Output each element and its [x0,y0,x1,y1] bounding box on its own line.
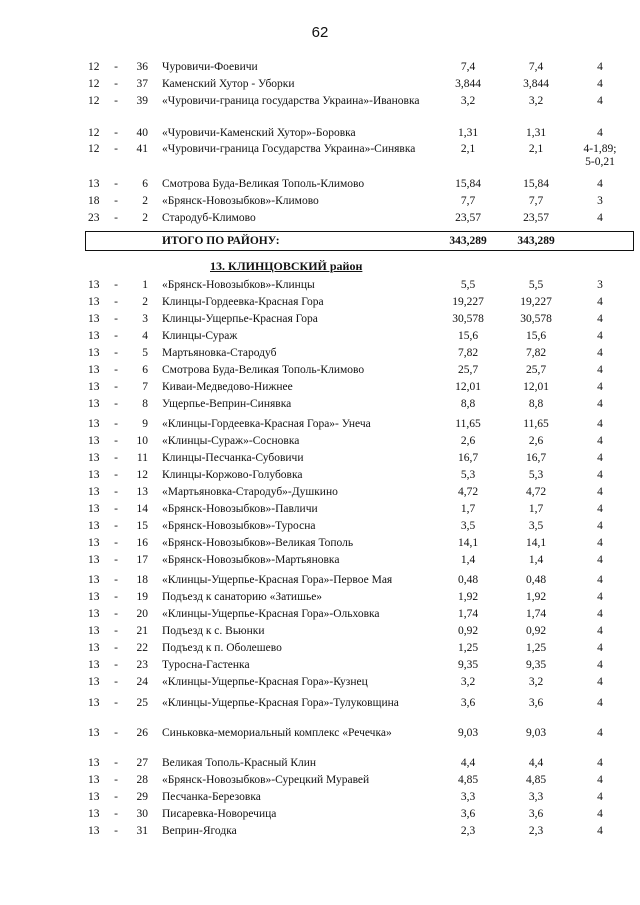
road-code-number: 14 [136,503,148,515]
road-category: 4 [597,808,603,820]
road-code-prefix: 13 [88,791,100,803]
road-code-number: 2 [142,212,148,224]
road-length-hard-surface: 3,3 [528,791,544,803]
road-code-dash: - [114,61,118,73]
road-code-prefix: 13 [88,486,100,498]
road-category: 4 [597,757,603,769]
road-category: 4 [597,520,603,532]
road-code-dash: - [114,95,118,107]
road-category: 4 [597,503,603,515]
road-name: «Клинцы-Ущерпье-Красная Гора»-Тулуковщина [162,697,399,709]
road-category: 4 [597,659,603,671]
road-length: 4,4 [460,757,476,769]
road-length: 8,8 [460,398,476,410]
road-code-dash: - [114,178,118,190]
road-code-prefix: 13 [88,642,100,654]
road-code-number: 3 [142,313,148,325]
road-code-dash: - [114,608,118,620]
road-name: Смотрова Буда-Великая Тополь-Климово [162,178,365,190]
road-code-dash: - [114,808,118,820]
road-code-number: 6 [142,364,148,376]
road-code-prefix: 13 [88,625,100,637]
road-length-hard-surface: 1,25 [525,642,547,654]
road-length: 15,6 [457,330,479,342]
road-length: 9,35 [457,659,479,671]
road-category: 4 [597,469,603,481]
road-name: Подъезд к с. Вьюнки [162,625,265,637]
road-category: 4 [597,435,603,447]
road-code-dash: - [114,347,118,359]
road-code-number: 23 [136,659,148,671]
road-code-prefix: 13 [88,659,100,671]
road-code-prefix: 13 [88,313,100,325]
road-name: Ущерпье-Веприн-Синявка [162,398,292,410]
road-code-number: 12 [136,469,148,481]
road-name: Мартьяновка-Стародуб [162,347,277,359]
road-code-number: 41 [136,143,148,155]
road-name: «Клинцы-Гордеевка-Красная Гора»- Унеча [162,418,371,430]
road-length-hard-surface: 5,3 [528,469,544,481]
road-code-dash: - [114,364,118,376]
road-length: 11,65 [455,418,481,430]
road-length-hard-surface: 1,92 [525,591,547,603]
road-code-number: 29 [136,791,148,803]
road-code-dash: - [114,127,118,139]
road-code-number: 2 [142,195,148,207]
road-length: 0,48 [457,574,479,586]
road-code-prefix: 13 [88,537,100,549]
road-category: 4 [597,591,603,603]
road-code-number: 37 [136,78,148,90]
road-length: 19,227 [452,296,484,308]
road-length: 7,7 [460,195,476,207]
road-category: 4 [597,537,603,549]
road-length-hard-surface: 4,4 [528,757,544,769]
section-title: 13. КЛИНЦОВСКИЙ район [210,259,363,273]
road-code-number: 7 [142,381,148,393]
road-length-hard-surface: 14,1 [525,537,547,549]
road-length-hard-surface: 4,72 [525,486,547,498]
road-code-number: 20 [136,608,148,620]
road-code-number: 27 [136,757,148,769]
road-length: 12,01 [455,381,481,393]
road-length-hard-surface: 16,7 [525,452,547,464]
road-length-hard-surface: 1,31 [525,127,547,139]
road-code-dash: - [114,418,118,430]
road-name: «Клинцы-Ущерпье-Красная Гора»-Первое Мая [162,574,393,586]
road-name: Песчанка-Березовка [162,791,261,803]
road-name: Великая Тополь-Красный Клин [162,757,317,769]
road-name: Чуровичи-Фоевичи [162,61,258,73]
road-code-prefix: 18 [88,195,100,207]
road-code-number: 24 [136,676,148,688]
road-category: 4 [597,178,603,190]
road-length-hard-surface: 5,5 [528,279,544,291]
road-category: 4 [597,313,603,325]
road-name: Стародуб-Климово [162,212,256,224]
road-name: «Клинцы-Ущерпье-Красная Гора»-Кузнец [162,676,368,688]
road-code-dash: - [114,574,118,586]
road-category: 4 [597,676,603,688]
road-name: «Брянск-Новозыбков»-Туросна [162,520,316,532]
road-name: Синьковка-мемориальный комплекс «Речечка» [162,727,392,739]
road-name: Киваи-Медведово-Нижнее [162,381,293,393]
road-category: 4 [597,398,603,410]
road-length: 1,25 [457,642,479,654]
road-code-prefix: 13 [88,825,100,837]
road-length: 1,74 [457,608,479,620]
road-code-prefix: 13 [88,608,100,620]
road-length: 3,2 [460,95,476,107]
road-category: 4 [597,418,603,430]
road-name: «Чуровичи-граница государства Украина»-Ивановка [162,95,420,107]
road-length: 3,6 [460,697,476,709]
road-length-hard-surface: 2,6 [528,435,544,447]
road-length: 7,82 [457,347,479,359]
road-length-hard-surface: 3,6 [528,808,544,820]
road-code-dash: - [114,520,118,532]
road-length-hard-surface: 12,01 [523,381,549,393]
road-code-dash: - [114,697,118,709]
road-category: 4-1,89; 5-0,21 [583,143,617,168]
road-name: Подъезд к п. Оболешево [162,642,282,654]
road-code-number: 39 [136,95,148,107]
road-code-number: 2 [142,296,148,308]
road-code-number: 25 [136,697,148,709]
road-code-prefix: 13 [88,774,100,786]
road-name: «Клинцы-Ущерпье-Красная Гора»-Ольховка [162,608,380,620]
road-code-dash: - [114,757,118,769]
road-length-hard-surface: 3,2 [528,95,544,107]
road-length-hard-surface: 15,84 [523,178,549,190]
road-name: Веприн-Ягодка [162,825,237,837]
road-code-number: 1 [142,279,148,291]
road-length-hard-surface: 2,1 [528,143,544,155]
road-code-number: 6 [142,178,148,190]
road-code-number: 4 [142,330,148,342]
road-length: 1,31 [457,127,479,139]
road-code-number: 5 [142,347,148,359]
road-length-hard-surface: 2,3 [528,825,544,837]
road-length: 9,03 [457,727,479,739]
road-length-hard-surface: 8,8 [528,398,544,410]
road-length-hard-surface: 7,4 [528,61,544,73]
road-name: «Клинцы-Сураж»-Сосновка [162,435,300,447]
road-length: 23,57 [455,212,481,224]
road-length: 2,3 [460,825,476,837]
road-code-dash: - [114,486,118,498]
road-code-number: 13 [136,486,148,498]
road-code-prefix: 12 [88,78,100,90]
road-code-dash: - [114,143,118,155]
road-category: 4 [597,791,603,803]
road-category: 4 [597,212,603,224]
road-name: Клинцы-Ущерпье-Красная Гора [162,313,318,325]
road-category: 4 [597,127,603,139]
road-code-dash: - [114,503,118,515]
road-code-number: 31 [136,825,148,837]
road-code-number: 10 [136,435,148,447]
road-length: 1,4 [460,554,476,566]
road-name: «Брянск-Новозыбков»-Климово [162,195,319,207]
road-length-hard-surface: 11,65 [523,418,549,430]
road-name: «Мартьяновка-Стародуб»-Душкино [162,486,338,498]
road-code-dash: - [114,78,118,90]
road-code-number: 9 [142,418,148,430]
total-length-2: 343,289 [517,235,555,247]
road-length: 15,84 [455,178,481,190]
road-length-hard-surface: 1,7 [528,503,544,515]
road-category: 4 [597,774,603,786]
road-length: 2,6 [460,435,476,447]
road-length-hard-surface: 19,227 [520,296,552,308]
road-code-dash: - [114,195,118,207]
road-code-dash: - [114,398,118,410]
road-length-hard-surface: 30,578 [520,313,552,325]
road-code-dash: - [114,313,118,325]
road-category: 4 [597,347,603,359]
road-code-prefix: 13 [88,591,100,603]
road-length: 5,3 [460,469,476,481]
road-length-hard-surface: 7,82 [525,347,547,359]
road-category: 4 [597,642,603,654]
road-code-number: 21 [136,625,148,637]
road-category: 4 [597,61,603,73]
road-length: 5,5 [460,279,476,291]
road-category: 3 [597,279,603,291]
road-code-dash: - [114,791,118,803]
road-code-prefix: 13 [88,503,100,515]
road-code-prefix: 13 [88,435,100,447]
road-code-prefix: 12 [88,143,100,155]
road-name: «Чуровичи-граница Государства Украина»-Синявка [162,143,416,155]
road-category: 3 [597,195,603,207]
road-code-number: 36 [136,61,148,73]
road-category: 4 [597,697,603,709]
total-length-1: 343,289 [449,235,487,247]
road-code-dash: - [114,642,118,654]
road-code-prefix: 12 [88,127,100,139]
road-code-number: 19 [136,591,148,603]
road-length: 4,85 [457,774,479,786]
road-length-hard-surface: 4,85 [525,774,547,786]
road-category: 4 [597,78,603,90]
road-code-prefix: 12 [88,61,100,73]
road-length: 30,578 [452,313,484,325]
road-code-number: 26 [136,727,148,739]
road-code-prefix: 13 [88,330,100,342]
road-category: 4 [597,727,603,739]
page-number: 62 [311,24,329,41]
road-code-number: 18 [136,574,148,586]
road-length-hard-surface: 3,6 [528,697,544,709]
road-code-prefix: 13 [88,808,100,820]
road-category: 4 [597,625,603,637]
road-length-hard-surface: 7,7 [528,195,544,207]
road-length: 1,92 [457,591,479,603]
road-code-prefix: 13 [88,697,100,709]
road-code-dash: - [114,381,118,393]
road-length-hard-surface: 25,7 [525,364,547,376]
road-code-dash: - [114,330,118,342]
district-total-row [85,231,634,251]
road-length: 3,844 [455,78,481,90]
road-name: «Брянск-Новозыбков»-Сурецкий Муравей [162,774,370,786]
road-code-dash: - [114,469,118,481]
road-length: 3,5 [460,520,476,532]
road-length-hard-surface: 3,5 [528,520,544,532]
road-code-dash: - [114,825,118,837]
road-code-prefix: 13 [88,381,100,393]
road-code-number: 16 [136,537,148,549]
road-code-prefix: 13 [88,418,100,430]
road-code-prefix: 13 [88,520,100,532]
road-category: 4 [597,554,603,566]
road-code-dash: - [114,625,118,637]
road-name: «Чуровичи-Каменский Хутор»-Боровка [162,127,356,139]
road-code-prefix: 13 [88,452,100,464]
road-length: 3,3 [460,791,476,803]
road-length: 0,92 [457,625,479,637]
road-length-hard-surface: 0,92 [525,625,547,637]
road-category: 4 [597,486,603,498]
road-category: 4 [597,574,603,586]
road-name: «Брянск-Новозыбков»-Великая Тополь [162,537,354,549]
road-code-number: 11 [136,452,148,464]
road-length-hard-surface: 3,2 [528,676,544,688]
road-code-prefix: 13 [88,554,100,566]
road-code-number: 17 [136,554,148,566]
road-code-dash: - [114,727,118,739]
road-category: 4 [597,364,603,376]
road-name: Туросна-Гастенка [162,659,250,671]
road-length: 14,1 [457,537,479,549]
road-name: Клинцы-Сураж [162,330,238,342]
road-code-prefix: 13 [88,178,100,190]
road-name: «Брянск-Новозыбков»-Мартьяновка [162,554,340,566]
road-category: 4 [597,330,603,342]
road-category: 4 [597,381,603,393]
road-length: 3,2 [460,676,476,688]
road-code-dash: - [114,435,118,447]
road-length: 2,1 [460,143,476,155]
road-name: Писаревка-Новоречица [162,808,277,820]
road-code-dash: - [114,676,118,688]
road-code-dash: - [114,774,118,786]
road-length-hard-surface: 9,03 [525,727,547,739]
road-length-hard-surface: 1,74 [525,608,547,620]
road-name: Клинцы-Коржово-Голубовка [162,469,303,481]
road-code-prefix: 23 [88,212,100,224]
road-length-hard-surface: 0,48 [525,574,547,586]
road-code-dash: - [114,537,118,549]
road-length: 3,6 [460,808,476,820]
road-length: 25,7 [457,364,479,376]
road-code-dash: - [114,591,118,603]
road-code-dash: - [114,659,118,671]
road-code-number: 22 [136,642,148,654]
road-code-dash: - [114,279,118,291]
road-code-prefix: 13 [88,676,100,688]
road-name: «Брянск-Новозыбков»-Клинцы [162,279,315,291]
road-category: 4 [597,95,603,107]
road-code-dash: - [114,554,118,566]
road-category: 4 [597,452,603,464]
road-length: 16,7 [457,452,479,464]
road-code-dash: - [114,212,118,224]
road-length: 7,4 [460,61,476,73]
road-code-dash: - [114,452,118,464]
road-name: Смотрова Буда-Великая Тополь-Климово [162,364,365,376]
road-name: Клинцы-Гордеевка-Красная Гора [162,296,324,308]
road-code-prefix: 13 [88,398,100,410]
road-code-number: 8 [142,398,148,410]
road-length: 1,7 [460,503,476,515]
road-code-prefix: 13 [88,727,100,739]
road-length-hard-surface: 3,844 [523,78,549,90]
road-length-hard-surface: 23,57 [523,212,549,224]
road-length: 4,72 [457,486,479,498]
road-code-number: 28 [136,774,148,786]
total-label: ИТОГО ПО РАЙОНУ: [162,235,280,247]
road-length-hard-surface: 9,35 [525,659,547,671]
road-category: 4 [597,825,603,837]
road-code-prefix: 13 [88,279,100,291]
road-code-number: 40 [136,127,148,139]
road-length-hard-surface: 1,4 [528,554,544,566]
road-name: Клинцы-Песчанка-Субовичи [162,452,304,464]
road-code-prefix: 13 [88,364,100,376]
road-code-prefix: 13 [88,347,100,359]
road-code-prefix: 12 [88,95,100,107]
road-code-prefix: 13 [88,757,100,769]
road-code-number: 15 [136,520,148,532]
road-code-prefix: 13 [88,469,100,481]
road-code-prefix: 13 [88,574,100,586]
road-code-dash: - [114,296,118,308]
road-code-prefix: 13 [88,296,100,308]
road-category: 4 [597,608,603,620]
road-name: Подъезд к санаторию «Затишье» [162,591,323,603]
road-name: «Брянск-Новозыбков»-Павличи [162,503,318,515]
road-code-number: 30 [136,808,148,820]
road-name: Каменский Хутор - Уборки [162,78,295,90]
road-length-hard-surface: 15,6 [525,330,547,342]
road-category: 4 [597,296,603,308]
